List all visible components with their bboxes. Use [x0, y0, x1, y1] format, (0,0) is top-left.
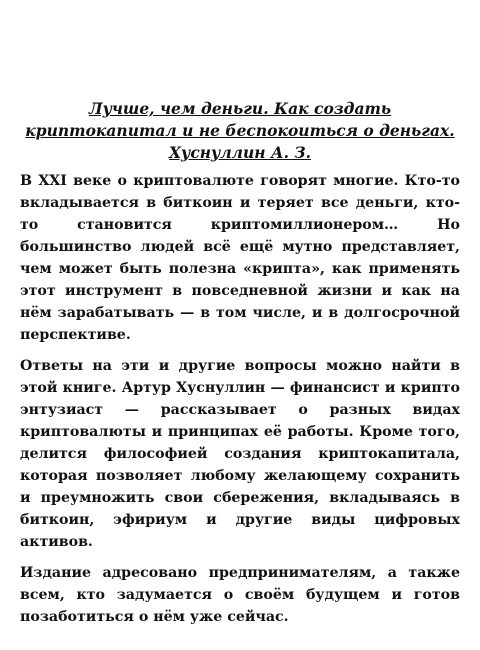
document-title: Лучше, чем деньги. Как создать криптокапитал и не беспокоиться о деньгах. Хуснуллин А. З. — [25, 99, 455, 162]
paragraph-audience: Издание адресовано предпринимателям, а также всем, кто задумается о своём будущем и готов позаботиться о нём уже сейчас. — [20, 565, 460, 625]
paragraph-author: Ответы на эти и другие вопросы можно найти в этой книге. Артур Хуснуллин — финансист и крипто энтузиаст — рассказывает о разных видах криптовалюты и принципах её работы. Кроме того, делится философией создания криптокапитала, которая позволяет любому желающему сохранить и преумножить свои сбережения, вкладываясь в биткоин, эфириум и другие виды цифровых активов. — [20, 358, 460, 550]
paragraph-intro: В XXI веке о криптовалюте говорят многие. Кто-то вкладывается в биткоин и теряет все деньги, кто-то становится криптомиллионером… Но большинство людей всё ещё мутно представляет, чем может быть полезна «крипта», как применять этот инструмент в повседневной жизни и как на нём зарабатывать — в том числе, и в долгосрочной перспективе. — [20, 173, 460, 343]
